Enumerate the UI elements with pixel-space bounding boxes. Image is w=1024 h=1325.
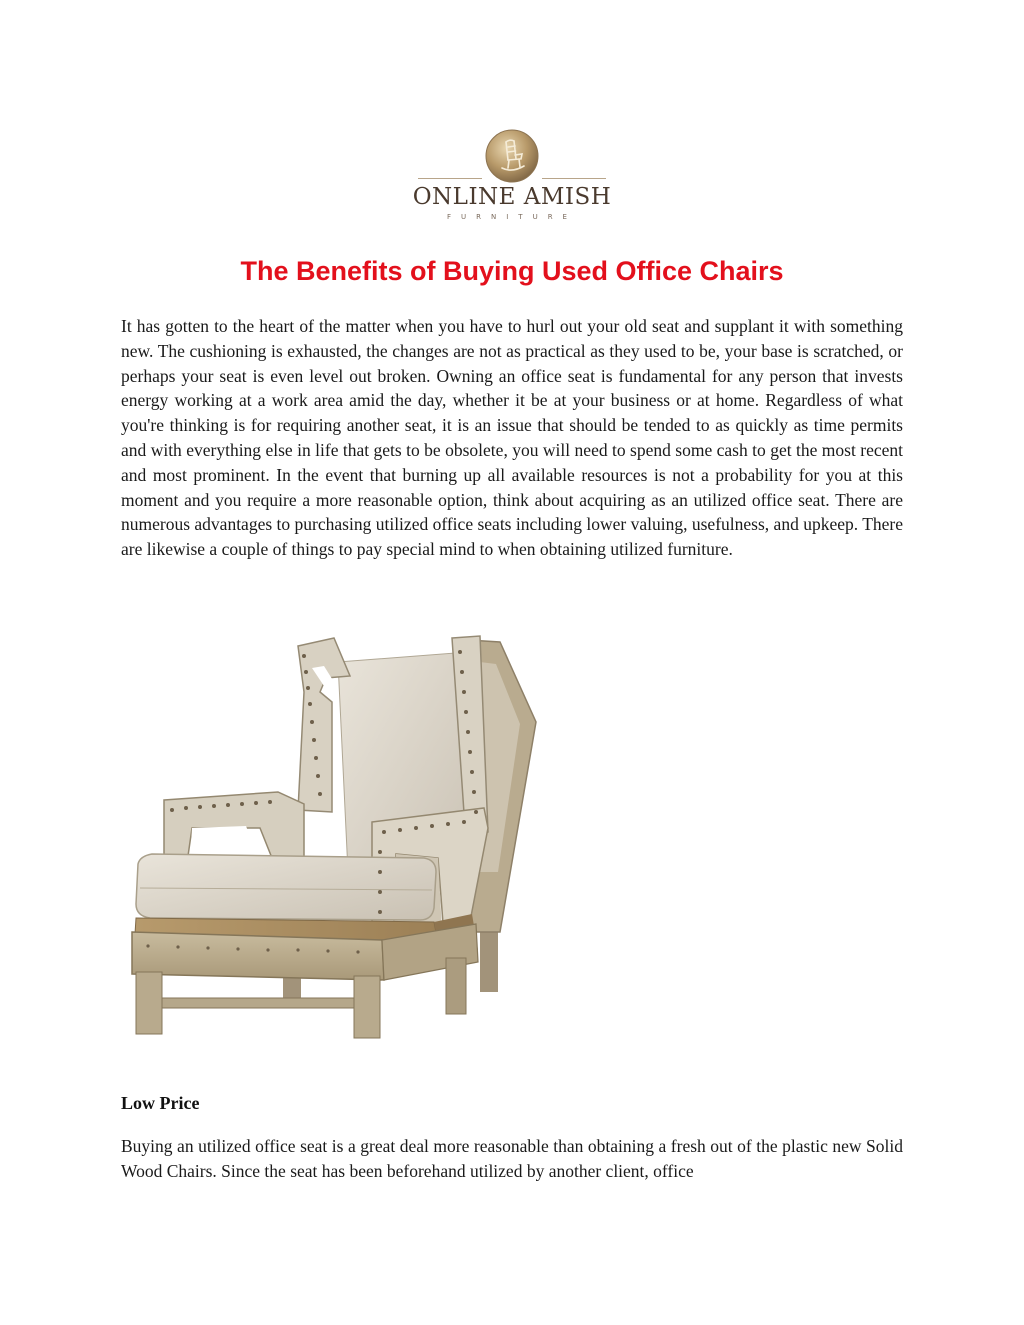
low-price-paragraph: Buying an utilized office seat is a great deal more reasonable than obtaining a fresh out of the plastic new Solid Wood Chairs. Since the seat has been beforehand utilized by another client, office <box>121 1136 903 1181</box>
article-title: The Benefits of Buying Used Office Chairs <box>240 256 784 286</box>
logo-rule-left <box>418 178 482 179</box>
brand-logo <box>410 128 614 224</box>
rocking-chair-medallion-icon <box>484 128 540 184</box>
logo-subtitle: FURNITURE <box>446 213 577 221</box>
section-heading-low-price: Low Price <box>121 1093 200 1113</box>
logo-name: ONLINE AMISH <box>412 184 612 210</box>
intro-paragraph: It has gotten to the heart of the matter when you have to hurl out your old seat and supplant it with something new. The cushioning is exhausted, the changes are not as practical as they used to be, your base is scratched, or perhaps your seat is even level out broken. Owning an office seat is fundamental for any person that invests energy working at a work area amid the day, whether it be at your business or at home. Regardless of what you're thinking is for requiring another seat, it is an issue that should be tended to as quickly as time permits and with everything else in life that gets to be obsolete, you will need to spend some cash to get the most recent and most prominent. In the event that burning up all available resources is not a probability for you at this moment and you require a more reasonable option, think about acquiring as an utilized office seat. There are numerous advantages to purchasing utilized office seats including lower valuing, usefulness, and upkeep. There are likewise a couple of things to pay special mind to when obtaining utilized furniture. <box>121 316 903 560</box>
wingback-armchair-photo <box>128 632 540 1044</box>
logo-rule-right <box>542 178 606 179</box>
